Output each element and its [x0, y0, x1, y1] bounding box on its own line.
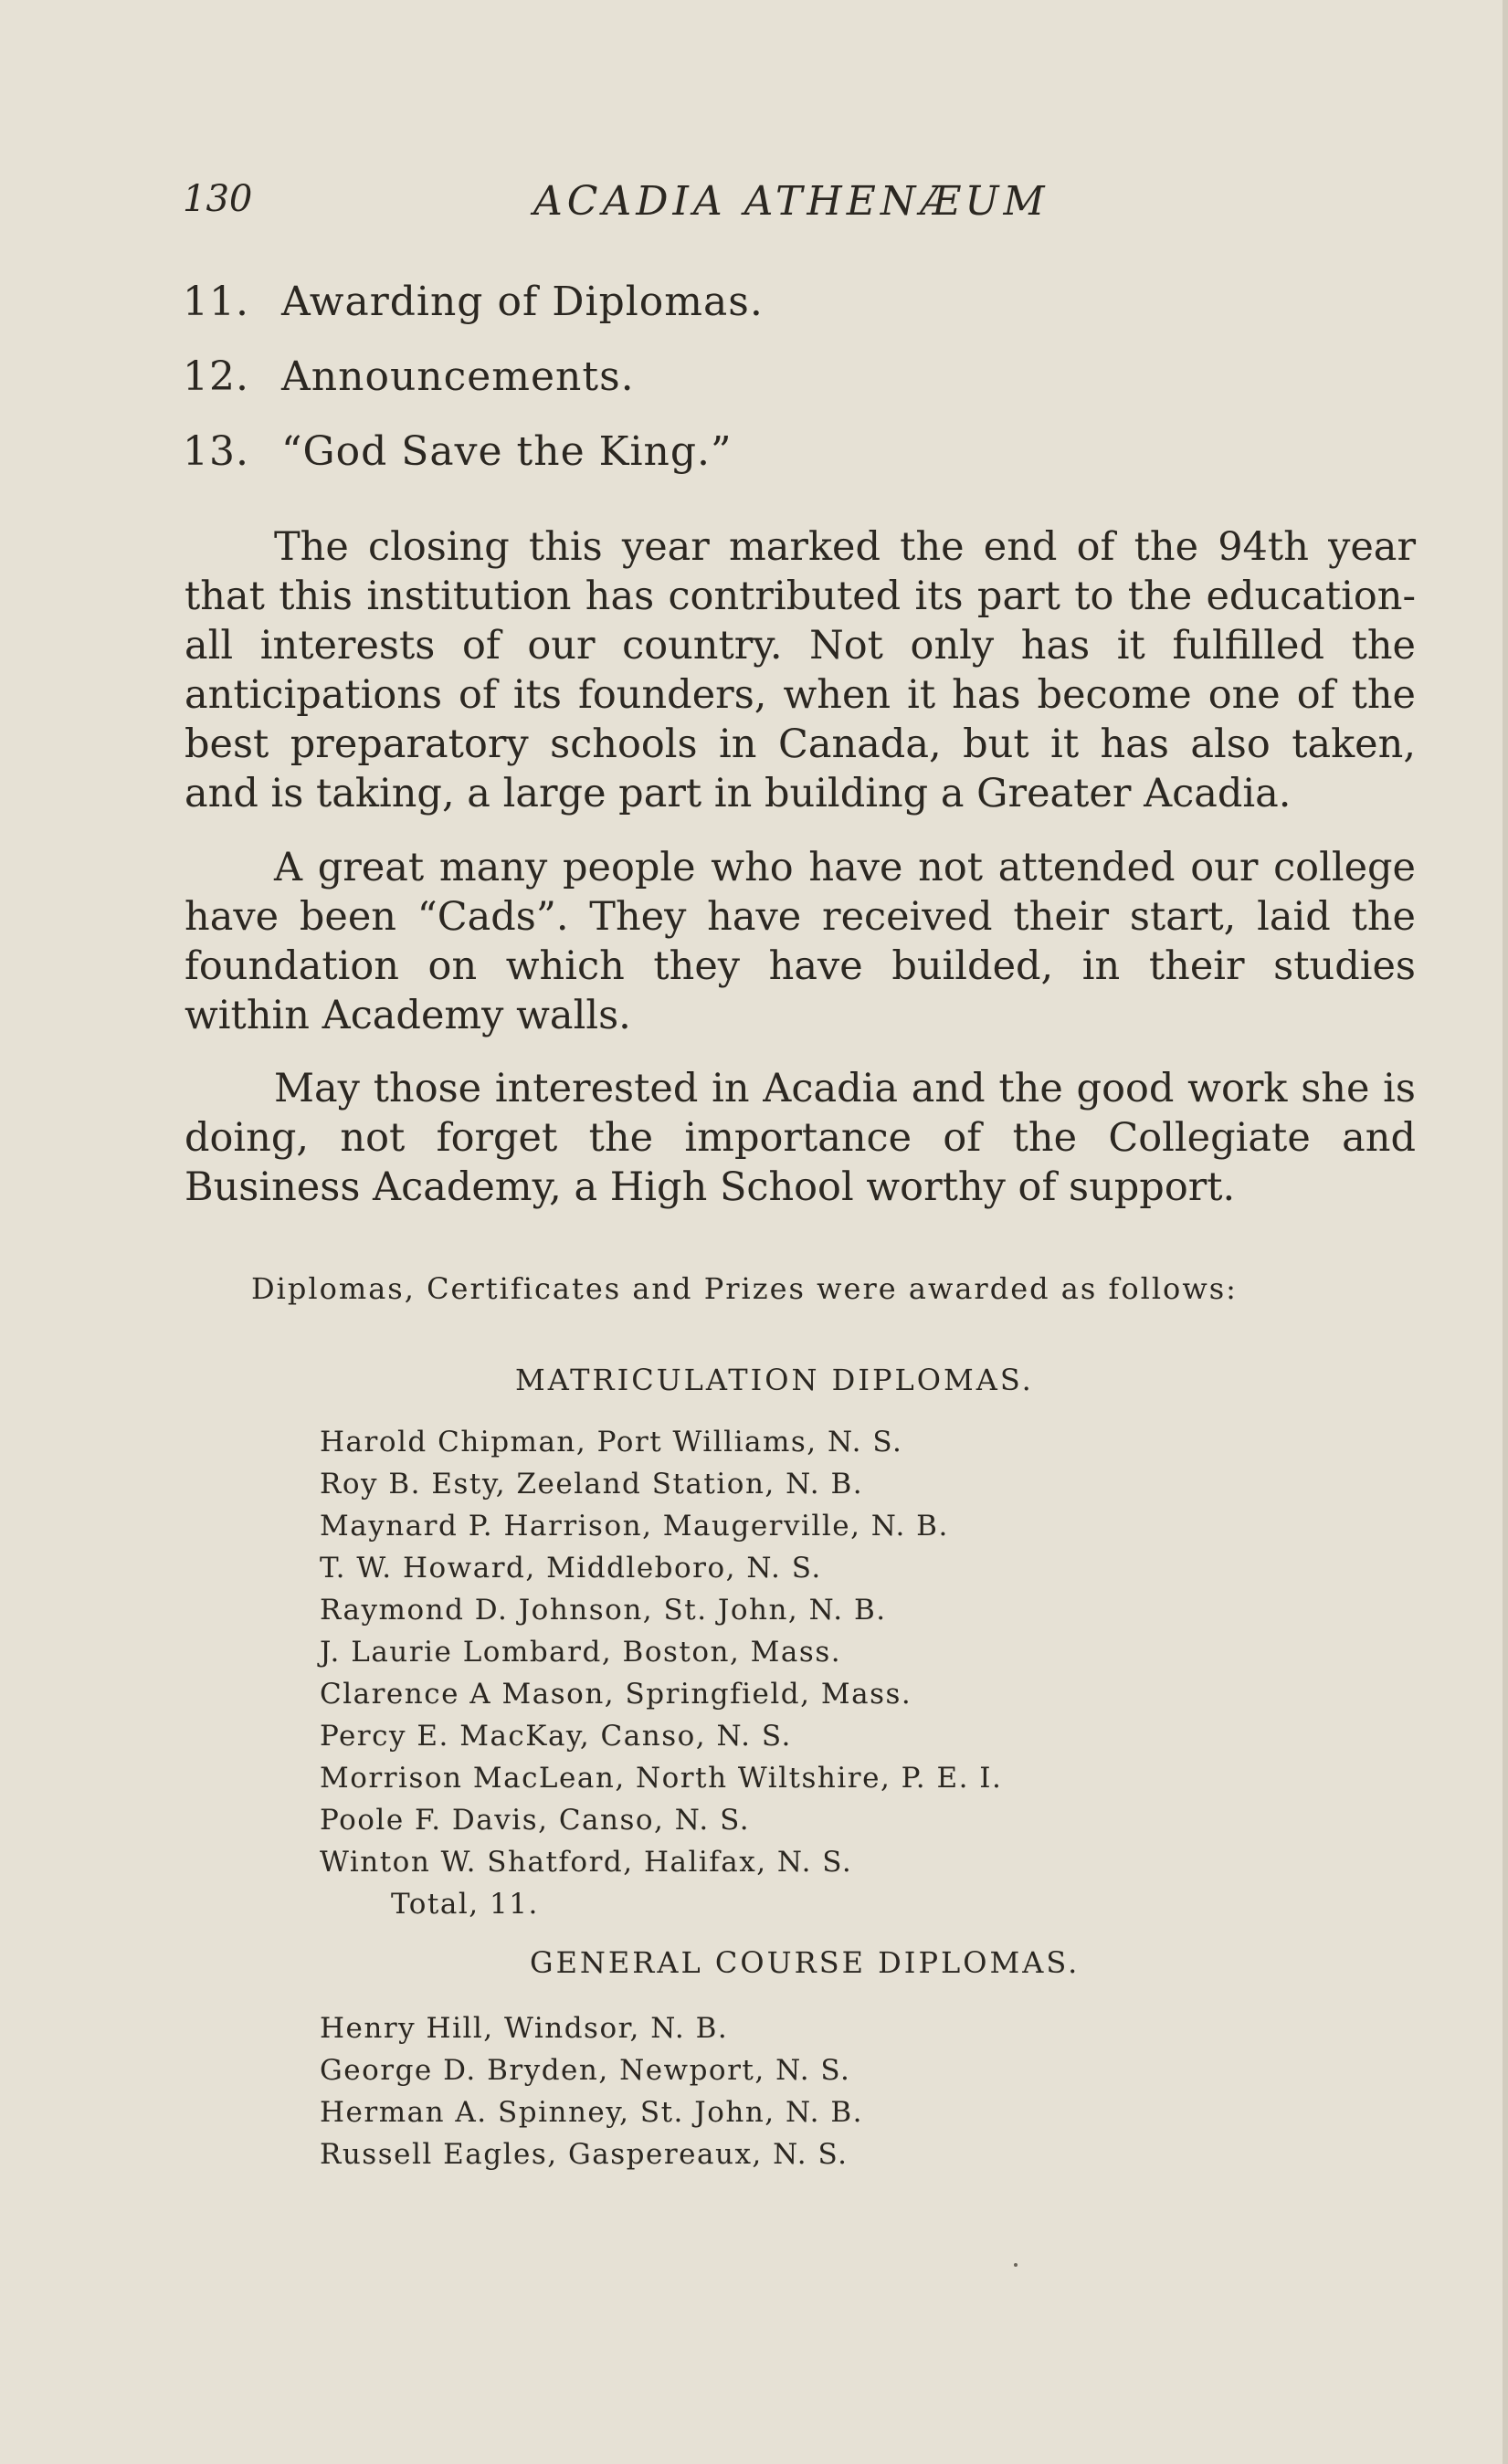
list-item: Russell Eagles, Gaspereaux, N. S.: [320, 2138, 849, 2171]
item-number: 13.: [183, 428, 249, 475]
list-item: Clarence A Mason, Springfield, Mass.: [320, 1678, 912, 1711]
list-item: Herman A. Spinney, St. John, N. B.: [320, 2096, 863, 2129]
list-item: Morrison MacLean, North Wiltshire, P. E. I.: [320, 1762, 1003, 1795]
item-text: Awarding of Diplomas.: [281, 279, 764, 325]
list-item: Percy E. MacKay, Canso, N. S.: [320, 1720, 792, 1753]
item-text: Announcements.: [281, 353, 635, 400]
list-item: Winton W. Shatford, Halifax, N. S.: [320, 1846, 853, 1879]
page-edge: [1503, 0, 1508, 2464]
program-list: [183, 279, 1096, 503]
body-paragraph: A great many people who have not attended our college have been “Cads”. They have received their start, laid the foundation on which they have builded, in their studies within Academy walls.: [185, 845, 1416, 1038]
item-number: 11.: [183, 279, 249, 325]
general-heading: GENERAL COURSE DIPLOMAS.: [530, 1945, 1081, 1980]
journal-title: ACADIA ATHENÆUM: [533, 178, 1049, 225]
program-item: [183, 353, 1096, 428]
running-head: [183, 178, 1050, 233]
program-item: [183, 279, 1096, 353]
list-item: J. Laurie Lombard, Boston, Mass.: [320, 1636, 842, 1669]
list-item: Raymond D. Johnson, St. John, N. B.: [320, 1594, 887, 1627]
matriculation-heading: MATRICULATION DIPLOMAS.: [515, 1363, 1034, 1397]
body-paragraph: The closing this year marked the end of the 94th year that this institution has contributed its part to the education-all interests of our country. Not only has it fulfilled the anticipations of its founders, when it has become one of the best preparatory schools in Canada, but it has also taken, and is taking, a large part in building a Greater Acadia.: [185, 524, 1416, 816]
general-list: [320, 2007, 863, 2175]
item-text: “God Save the King.”: [281, 428, 733, 475]
matriculation-list: [320, 1421, 1002, 1883]
list-item: Harold Chipman, Port Williams, N. S.: [320, 1426, 903, 1458]
page-number: 130: [183, 178, 253, 220]
matriculation-total: Total, 11.: [391, 1888, 539, 1921]
list-item: T. W. Howard, Middleboro, N. S.: [320, 1552, 822, 1585]
program-item: [183, 428, 1096, 503]
list-item: Roy B. Esty, Zeeland Station, N. B.: [320, 1468, 864, 1501]
list-item: Henry Hill, Windsor, N. B.: [320, 2012, 729, 2045]
list-item: Maynard P. Harrison, Maugerville, N. B.: [320, 1510, 949, 1543]
list-item: Poole F. Davis, Canso, N. S.: [320, 1804, 751, 1837]
body-paragraph: May those interested in Acadia and the good work she is doing, not forget the importance of the Collegiate and Business Academy, a High School worthy of support.: [185, 1066, 1416, 1210]
item-number: 12.: [183, 353, 249, 400]
list-item: George D. Bryden, Newport, N. S.: [320, 2054, 851, 2087]
awards-intro: Diplomas, Certificates and Prizes were awarded as follows:: [251, 1271, 1238, 1306]
ink-speck: [1014, 2263, 1018, 2267]
